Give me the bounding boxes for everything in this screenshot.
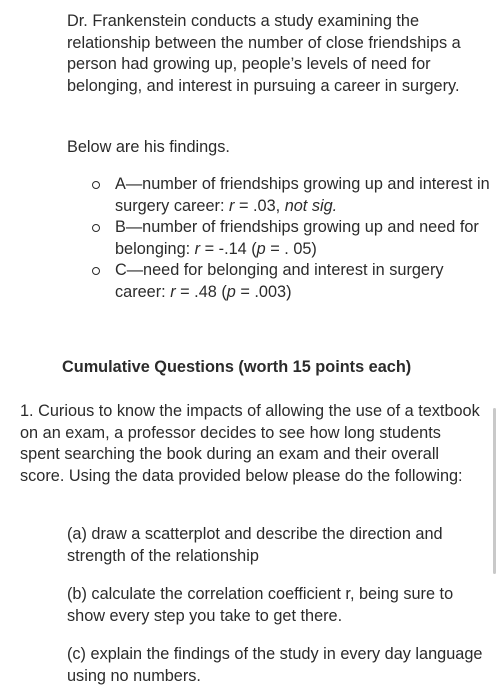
finding-item-b [92, 217, 492, 260]
question-1: 1. Curious to know the impacts of allowing the use of a textbook on an exam, a professor decides to see how long students spent searching the book during an exam and their overall score. Using the data provided below please do the following: [20, 402, 480, 485]
question-part-a: (a) draw a scatterplot and describe the direction and strength of the relationship [67, 525, 443, 565]
p-symbol: p [226, 282, 236, 301]
significance-note: not sig. [284, 196, 338, 215]
r-value: = .03, [234, 196, 285, 215]
r-value: = .48 ( [175, 282, 227, 301]
question-part-b: (b) calculate the correlation coefficient r, being sure to show every step you take to get there. [67, 585, 454, 625]
findings-list [92, 174, 492, 304]
finding-text: C—need for belonging and interest in surgery career: [115, 261, 444, 301]
finding-item-a [92, 174, 492, 217]
hollow-bullet-icon [92, 181, 100, 189]
r-symbol: r [194, 239, 201, 258]
findings-label: Below are his findings. [67, 138, 230, 156]
r-symbol: r [170, 282, 176, 301]
section-title: Cumulative Questions (worth 15 points each) [62, 358, 412, 376]
hollow-bullet-icon [92, 267, 100, 275]
p-value: = .003) [235, 282, 292, 301]
question-part-c: (c) explain the findings of the study in every day language using no numbers. [67, 645, 483, 685]
p-symbol: p [256, 239, 266, 258]
scrollbar[interactable] [493, 408, 496, 574]
finding-item-c [92, 260, 492, 303]
finding-text: B—number of friendships growing up and need for belonging: [115, 218, 479, 258]
finding-text: A—number of friendships growing up and interest in surgery career: [115, 175, 490, 215]
r-symbol: r [229, 196, 235, 215]
r-value: = -.14 ( [200, 239, 257, 258]
p-value: = . 05) [265, 239, 317, 258]
hollow-bullet-icon [92, 224, 100, 232]
intro-paragraph: Dr. Frankenstein conducts a study examining the relationship between the number of close friendships a person had growing up, people’s levels of need for belonging, and interest in pursuing a career in surgery. [67, 12, 461, 95]
